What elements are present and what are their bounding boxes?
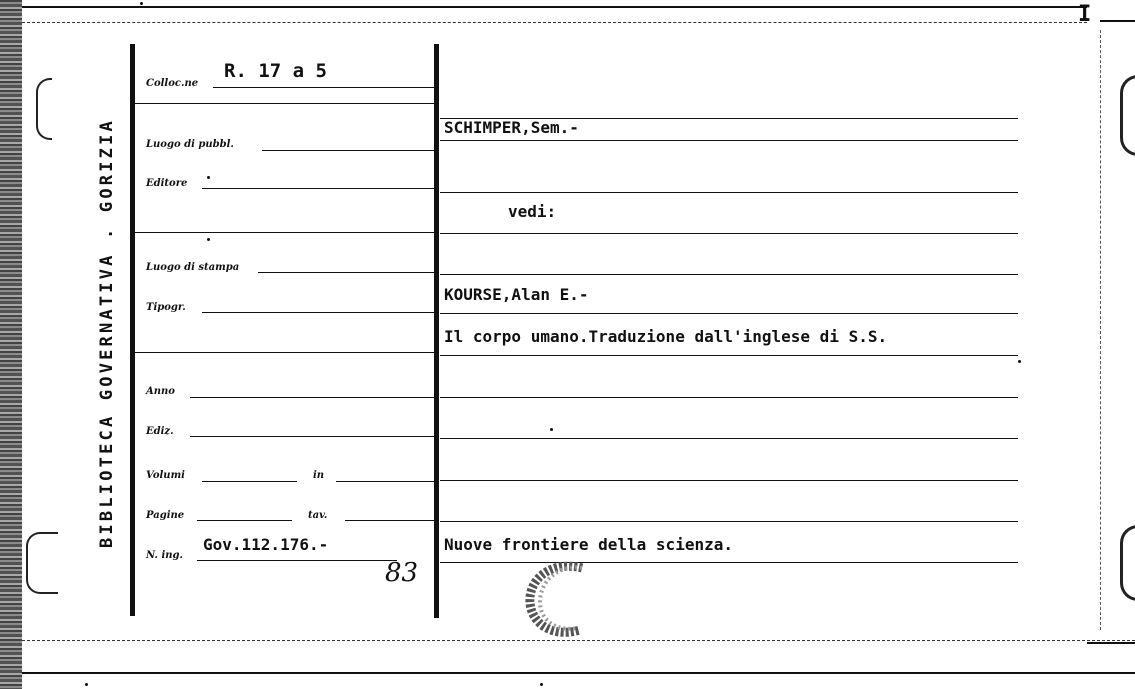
form-line-luogo-pubbl (262, 150, 435, 151)
punch-hole-stamp (520, 558, 600, 640)
label-collocazione: Colloc.ne (146, 78, 199, 89)
right-line-5 (440, 274, 1018, 275)
right-line-9 (440, 438, 1018, 439)
library-name: BIBLIOTECA GOVERNATIVA . GORIZIA (97, 118, 117, 548)
right-margin-mark: I (1078, 2, 1092, 27)
label-tipografia: Tipogr. (146, 302, 186, 313)
label-in: in (313, 470, 325, 481)
right-line-10 (440, 480, 1018, 481)
form-line-anno (190, 397, 435, 398)
label-editore: Editore (146, 178, 188, 189)
label-luogo-stampa: Luogo di stampa (146, 262, 240, 273)
form-line-in (336, 481, 435, 482)
center-vertical-rule (434, 44, 439, 618)
entry-author: KOURSE,Alan E.- (444, 285, 589, 304)
right-bottom-line (1087, 642, 1135, 644)
label-tavole: tav. (308, 510, 328, 521)
speck (1018, 360, 1021, 363)
entry-series: Nuove frontiere della scienza. (444, 535, 733, 554)
label-numero-ingresso: N. ing. (146, 550, 184, 561)
form-line-tipografia (202, 312, 435, 313)
speck (550, 428, 553, 431)
right-line-2 (440, 140, 1018, 141)
left-vertical-rule (130, 44, 135, 616)
top-edge-line (22, 6, 1087, 8)
value-collocazione: R. 17 a 5 (224, 60, 327, 82)
form-line-full-3 (135, 352, 435, 353)
right-line-8 (440, 397, 1018, 398)
form-line-luogo-stampa (258, 272, 435, 273)
handwritten-number: 83 (385, 558, 419, 588)
form-line-tavole (345, 520, 435, 521)
entry-see-label: vedi: (508, 202, 557, 221)
speck (540, 683, 543, 686)
right-line-4 (440, 233, 1018, 234)
entry-heading: SCHIMPER,Sem.- (444, 118, 579, 137)
label-anno: Anno (146, 386, 175, 397)
form-line-volumi (202, 481, 297, 482)
label-edizione: Ediz. (146, 426, 174, 437)
form-line-colloc (213, 87, 435, 88)
right-bracket-bottom (1120, 525, 1135, 601)
speck (207, 176, 210, 179)
form-line-full-1 (135, 103, 435, 104)
form-line-n-ing (197, 560, 397, 561)
library-name-vertical (92, 78, 122, 588)
card-left-edge (0, 0, 22, 689)
form-line-full-2 (135, 232, 435, 233)
speck (140, 2, 143, 5)
label-pagine: Pagine (146, 510, 185, 521)
left-bracket-top (36, 78, 52, 140)
left-bracket-bottom (26, 532, 58, 594)
right-line-11 (440, 521, 1018, 522)
right-line-3 (440, 192, 1018, 193)
form-line-edizione (190, 436, 435, 437)
form-line-pagine (197, 520, 292, 521)
speck (85, 683, 88, 686)
label-luogo-pubblicazione: Luogo di pubbl. (146, 139, 234, 150)
card-top-line (22, 22, 1087, 23)
form-line-editore (202, 188, 435, 189)
bottom-edge-line (22, 672, 1135, 674)
speck (207, 238, 210, 241)
entry-title: Il corpo umano.Traduzione dall'inglese di S.S. (444, 327, 888, 346)
value-numero-ingresso: Gov.112.176.- (203, 535, 329, 554)
right-dashed-edge (1100, 30, 1101, 630)
right-line-7 (440, 355, 1018, 356)
label-volumi: Volumi (146, 470, 185, 481)
right-bracket-top (1120, 75, 1135, 156)
right-line-6 (440, 313, 1018, 314)
card-bottom-line (22, 640, 1135, 641)
right-top-line (1100, 20, 1135, 22)
